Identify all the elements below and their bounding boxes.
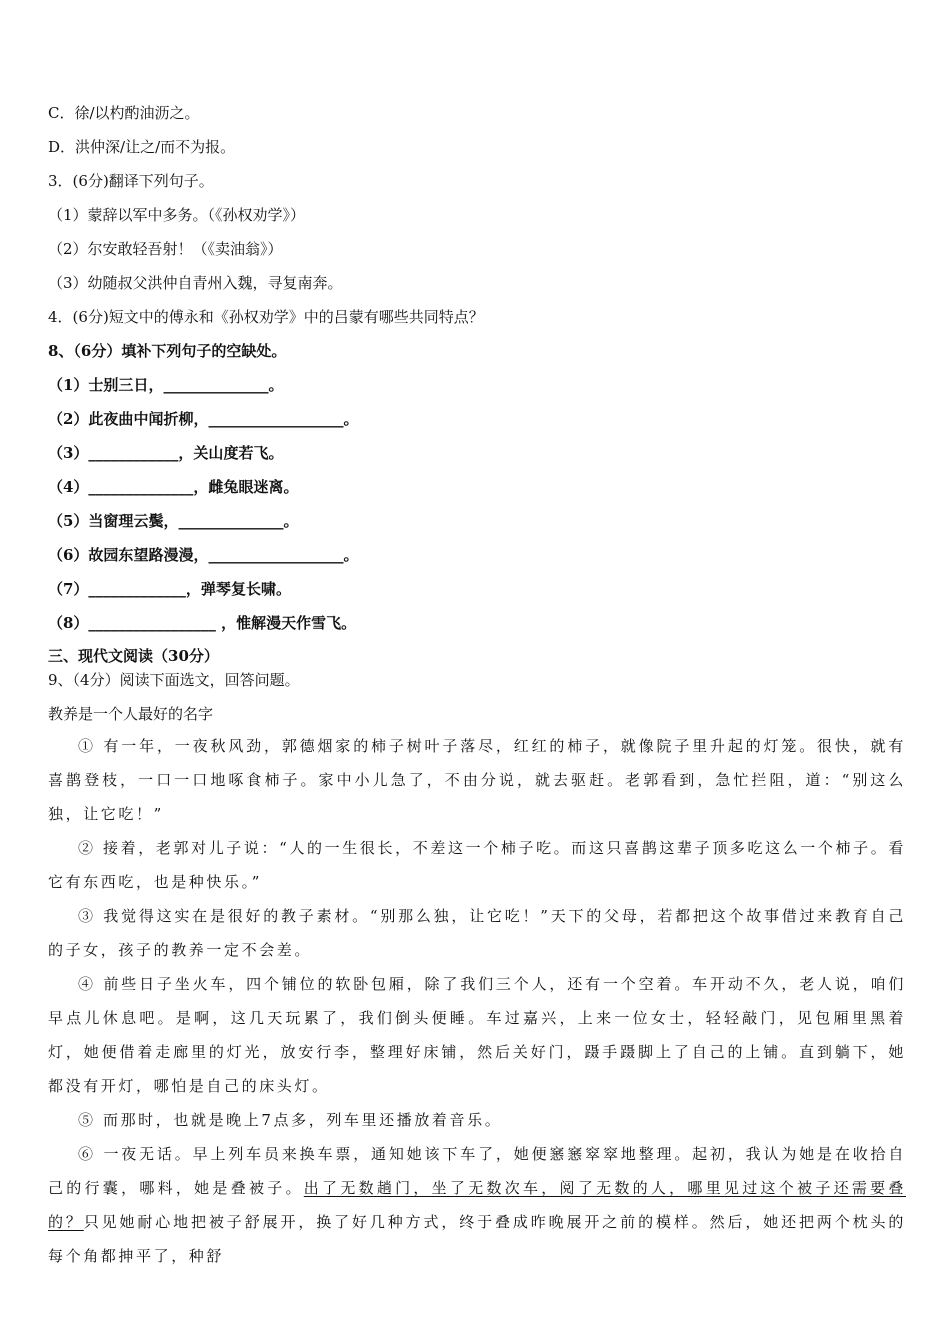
article-title: 教养是一个人最好的名字: [48, 705, 214, 723]
paragraph-6-end: 只见她耐心地把被子舒展开，换了好几种方式，终于叠成昨晚展开之前的模样。然后，她还把两个枕头的每个角都抻平了，种舒: [48, 1213, 906, 1265]
question-9: 9、（4分）阅读下面选文，回答问题。: [48, 671, 300, 689]
question-8-item-3: （3）____________，关山度若飞。: [48, 444, 284, 462]
question-8-item-7: （7）_____________，弹琴复长啸。: [48, 580, 291, 598]
question-3-item-2: （2）尔安敢轻吾射！（《卖油翁》）: [48, 240, 283, 258]
question-3: 3．(6分)翻译下列句子。: [48, 172, 214, 190]
question-8-item-4: （4）______________，雌兔眼迷离。: [48, 478, 299, 496]
paragraph-2: ② 接着，老郭对儿子说：“人的一生很长，不差这一个柿子吃。而这只喜鹊这辈子顶多吃这么一个柿子。看它有东西吃，也是种快乐。”: [48, 839, 906, 891]
question-8-item-6: （6）故园东望路漫漫，__________________。: [48, 546, 359, 564]
paragraph-4: ④ 前些日子坐火车，四个铺位的软卧包厢，除了我们三个人，还有一个空着。车开动不久，老人说，咱们早点儿休息吧。是啊，这几天玩累了，我们倒头便睡。车过嘉兴，上来一位女士，轻轻敲门，见包厢里黑着灯，她便借着走廊里的灯光，放安行李，整理好床铺，然后关好门，蹑手蹑脚上了自己的上铺。直到躺下，她都没有开灯，哪怕是自己的床头灯。: [48, 975, 906, 1095]
option-d: D．洪仲深/让之/而不为报。: [48, 138, 236, 156]
question-8-title: 8、（6分）填补下列句子的空缺处。: [48, 342, 287, 360]
paragraph-6: [48, 1137, 906, 1273]
question-8-item-1: （1）士别三日，______________。: [48, 376, 284, 394]
section-3-heading: 三、现代文阅读（30分）: [48, 647, 219, 665]
paragraph-5: ⑤ 而那时，也就是晚上7点多，列车里还播放着音乐。: [78, 1111, 503, 1129]
underlined-sentence: 出了无数趟门，坐了无数次车，阅了无数的人，哪里见过这个被子还需要叠的？: [48, 1179, 906, 1231]
question-3-item-1: （1）蒙辞以军中多务。（《孙权劝学》）: [48, 206, 306, 224]
paragraph-1: ① 有一年，一夜秋风劲，郭德烟家的柿子树叶子落尽，红红的柿子，就像院子里升起的灯笼。很快，就有喜鹊登枝，一口一口地啄食柿子。家中小儿急了，不由分说，就去驱赶。老郭看到，急忙拦阻，道：“别这么独，让它吃！”: [48, 737, 906, 823]
paragraph-3: ③ 我觉得这实在是很好的教子素材。“别那么独，让它吃！”天下的父母，若都把这个故事借过来教育自己的子女，孩子的教养一定不会差。: [48, 907, 906, 959]
option-c: C．徐/以杓酌油沥之。: [48, 104, 200, 122]
question-8-item-8: （8）_________________ ，惟解漫天作雪飞。: [48, 614, 357, 632]
question-3-item-3: （3）幼随叔父洪仲自青州入魏，寻复南奔。: [48, 274, 343, 292]
question-4: 4．(6分)短文中的傅永和《孙权劝学》中的吕蒙有哪些共同特点？: [48, 308, 484, 326]
question-8-item-2: （2）此夜曲中闻折柳，__________________。: [48, 410, 359, 428]
article-body: [48, 729, 906, 1273]
paragraph-6-start: ⑥ 一夜无话。早上列车员来换车票，通知她该下车了，她便窸窸窣窣地整理。起初，我认为她是在收拾自己的行囊，哪料，她是叠被子。: [48, 1145, 906, 1197]
question-8-item-5: （5）当窗理云鬓，______________。: [48, 512, 299, 530]
